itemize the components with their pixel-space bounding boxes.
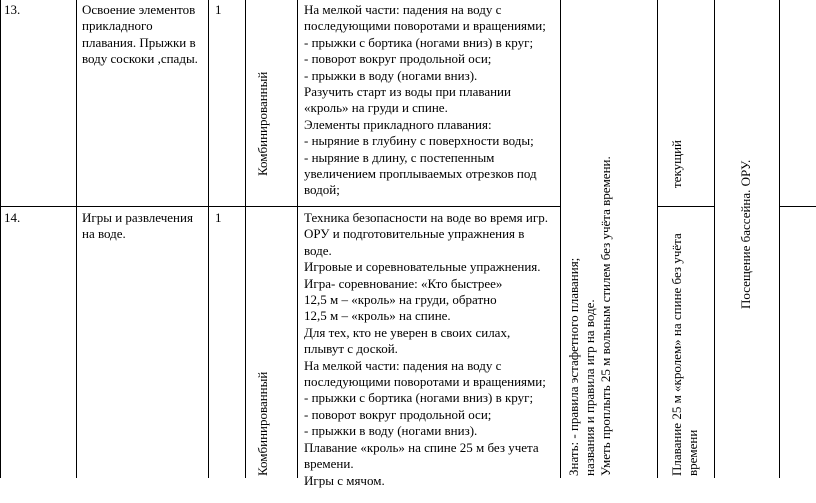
content-line: - поворот вокруг продольной оси;: [304, 406, 492, 422]
topic-line: плавания. Прыжки в: [82, 34, 196, 50]
content-line: - прыжки в воду (ногами вниз).: [304, 423, 478, 439]
content-line: - прыжки с бортика (ногами вниз) в круг;: [304, 34, 534, 50]
content-line: Игра- соревнование: «Кто быстрее»: [304, 275, 503, 291]
requirements: [566, 156, 614, 476]
homework: Посещение бассейна. ОРУ.: [738, 159, 753, 309]
lesson-type: Комбинированный: [255, 71, 270, 176]
content-line: - ныряние в глубину с поверхности воды;: [304, 133, 534, 149]
column-divider: [657, 0, 658, 478]
lesson-topic: [82, 2, 206, 68]
control-type-line: времени: [685, 429, 700, 476]
content-line: 12,5 м – «кроль» на груди, обратно: [304, 292, 497, 308]
content-line: - прыжки в воду (ногами вниз).: [304, 67, 478, 83]
topic-line: Игры и развлечения: [82, 210, 193, 225]
column-divider: [245, 0, 246, 478]
column-divider: [560, 0, 561, 478]
content-line: На мелкой части: падения на воду с: [304, 2, 502, 17]
content-line: Игровые и соревновательные упражнения.: [304, 259, 541, 275]
column-divider: [76, 0, 77, 478]
content-line: водой;: [304, 182, 340, 198]
requirements-line: Уметь проплыть 25 м вольным стилем без учёта времени.: [598, 156, 613, 476]
lesson-number: 13.: [4, 2, 21, 17]
content-line: Техника безопасности на воде во время игр.: [304, 210, 548, 225]
requirements-line: Знать: - правила эстафетного плавания;: [566, 257, 581, 476]
content-line: ОРУ и подготовительные упражнения в: [304, 226, 525, 242]
table-border-left: [0, 0, 1, 478]
content-line: увеличением проплываемых отрезков под: [304, 166, 537, 182]
content-line: Для тех, кто не уверен в своих силах,: [304, 324, 511, 340]
content-line: плывут с доской.: [304, 341, 398, 357]
row-divider: [657, 206, 714, 207]
lesson-type: Комбинированный: [255, 371, 270, 476]
control-type: текущий: [669, 139, 684, 188]
content-line: 12,5 м – «кроль» на спине.: [304, 308, 451, 324]
lesson-content: [304, 210, 558, 489]
content-line: Элементы прикладного плавания:: [304, 116, 492, 132]
content-line: «кроль» на груди и спине.: [304, 100, 448, 116]
content-line: - ныряние в длину, с постепенным: [304, 149, 495, 165]
content-line: последующими поворотами и вращениями;: [304, 18, 546, 34]
control-type: [669, 233, 701, 476]
control-type-line: Плавание 25 м «кролем» на спине без учёта: [669, 233, 684, 476]
topic-line: воду соскоки ,спады.: [82, 51, 198, 67]
row-divider: [0, 206, 560, 207]
topic-line: Освоение элементов: [82, 2, 196, 17]
lesson-topic: [82, 210, 206, 243]
content-line: воде.: [304, 242, 332, 258]
topic-line: на воде.: [82, 226, 126, 242]
content-line: Плавание «кроль» на спине 25 м без учета: [304, 439, 539, 455]
lesson-number: 14.: [4, 210, 21, 225]
lesson-hours: 1: [215, 2, 222, 17]
content-line: времени.: [304, 456, 354, 472]
column-divider: [297, 0, 298, 478]
lesson-content: [304, 2, 558, 199]
content-line: Разучить старт из воды при плавании: [304, 84, 511, 100]
content-line: - прыжки с бортика (ногами вниз) в круг;: [304, 390, 534, 406]
column-divider: [714, 0, 715, 478]
content-line: последующими поворотами и вращениями;: [304, 374, 546, 390]
lesson-hours: 1: [215, 210, 222, 225]
content-line: Игры с мячом.: [304, 472, 385, 488]
row-divider: [779, 206, 816, 207]
column-divider: [208, 0, 209, 478]
requirements-line: названия и правила игр на воде.: [582, 299, 597, 476]
content-line: - поворот вокруг продольной оси;: [304, 51, 492, 67]
content-line: На мелкой части: падения на воду с: [304, 357, 502, 373]
topic-line: прикладного: [82, 18, 153, 34]
column-divider: [779, 0, 780, 478]
